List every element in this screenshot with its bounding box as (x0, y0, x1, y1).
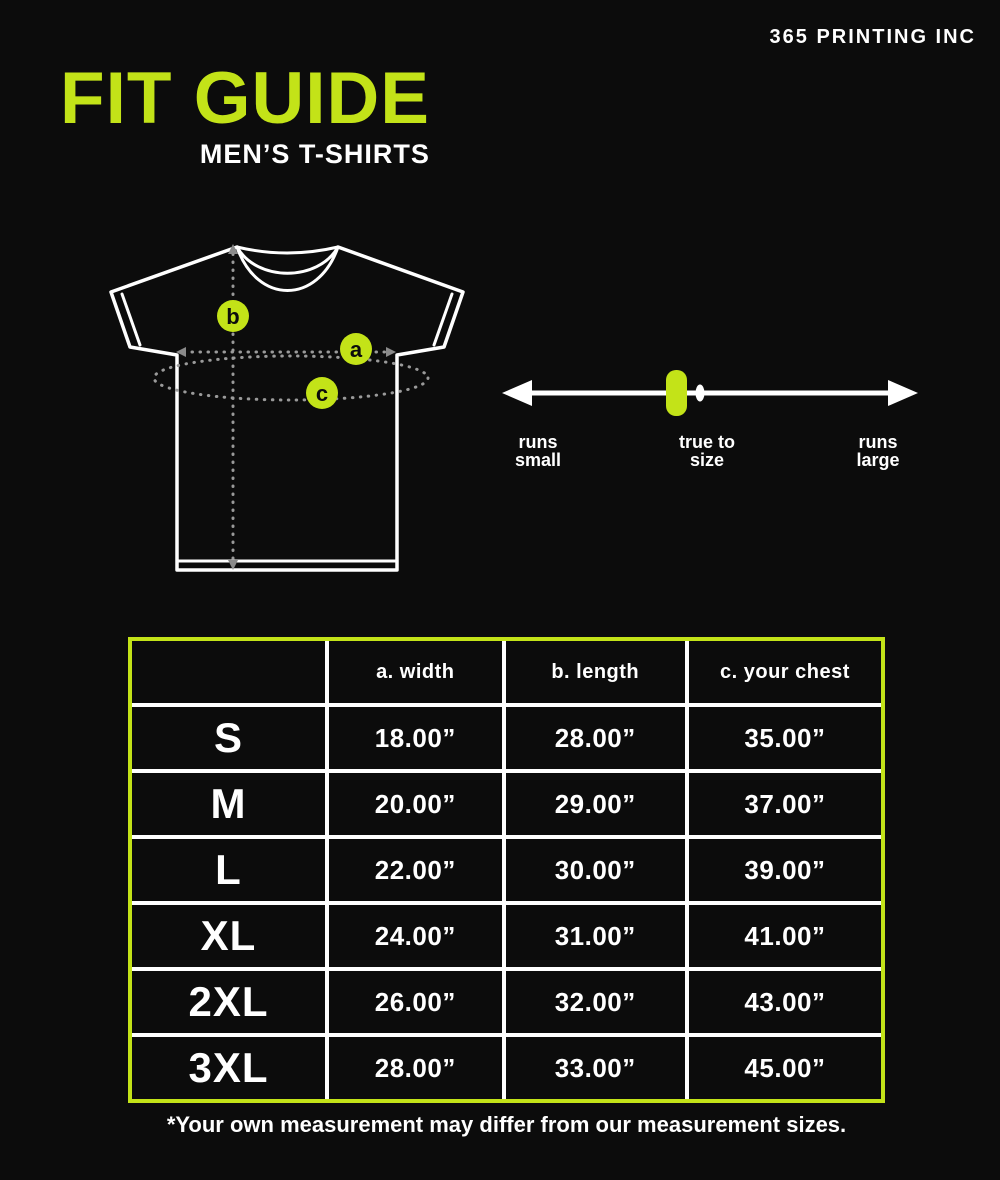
width-value: 20.00” (329, 773, 502, 835)
length-value: 29.00” (506, 773, 685, 835)
length-value: 31.00” (506, 905, 685, 967)
fit-scale-labels (515, 432, 900, 470)
fit-scale-axis (502, 380, 918, 406)
marker-a (340, 333, 372, 365)
marker-c-label: c (315, 381, 329, 406)
marker-a-label: a (349, 337, 363, 362)
title-block (60, 58, 430, 170)
marker-c (306, 377, 338, 409)
length-value: 30.00” (506, 839, 685, 901)
column-header-length: b. length (506, 641, 685, 703)
chest-value: 45.00” (689, 1037, 881, 1099)
scale-arrow-right-icon (888, 380, 918, 406)
column-header-blank (132, 641, 325, 703)
chest-value: 41.00” (689, 905, 881, 967)
tshirt-outline (111, 247, 463, 570)
fit-scale (500, 358, 920, 476)
brand-name: 365 PRINTING INC (769, 26, 976, 48)
scale-tick-dot (696, 385, 705, 402)
size-label: L (132, 839, 325, 901)
size-table (128, 637, 885, 1103)
chest-value: 43.00” (689, 971, 881, 1033)
width-value: 18.00” (329, 707, 502, 769)
true-to-size-label-line1: true to (679, 432, 735, 452)
right-cuff-line (434, 294, 452, 345)
size-label: 2XL (132, 971, 325, 1033)
width-value: 28.00” (329, 1037, 502, 1099)
length-value: 33.00” (506, 1037, 685, 1099)
length-value: 28.00” (506, 707, 685, 769)
runs-large-label-line2: large (856, 450, 900, 470)
runs-large-label-line1: runs (858, 432, 898, 452)
size-label: XL (132, 905, 325, 967)
column-header-chest: c. your chest (689, 641, 881, 703)
page-title: FIT GUIDE (60, 58, 430, 139)
scale-arrow-left-icon (502, 380, 532, 406)
size-label: S (132, 707, 325, 769)
width-value: 24.00” (329, 905, 502, 967)
back-collar-line (237, 247, 338, 253)
measurement-disclaimer: *Your own measurement may differ from our measurement sizes. (166, 1112, 847, 1137)
marker-b-label: b (226, 304, 240, 329)
column-header-width: a. width (329, 641, 502, 703)
width-value: 22.00” (329, 839, 502, 901)
runs-small-label-line1: runs (518, 432, 558, 452)
page-subtitle: MEN’S T-SHIRTS (199, 139, 430, 169)
width-value: 26.00” (329, 971, 502, 1033)
chest-value: 39.00” (689, 839, 881, 901)
chest-value: 35.00” (689, 707, 881, 769)
fit-indicator (666, 370, 687, 416)
chest-value: 37.00” (689, 773, 881, 835)
tshirt-measurement-diagram (90, 230, 490, 590)
left-cuff-line (122, 294, 140, 345)
marker-b (217, 300, 249, 332)
true-to-size-label-line2: size (689, 450, 725, 470)
size-label: 3XL (132, 1037, 325, 1099)
length-value: 32.00” (506, 971, 685, 1033)
size-label: M (132, 773, 325, 835)
runs-small-label-line2: small (514, 450, 562, 470)
arrow-right-icon (386, 347, 396, 357)
chest-measure-ellipse (154, 356, 428, 400)
